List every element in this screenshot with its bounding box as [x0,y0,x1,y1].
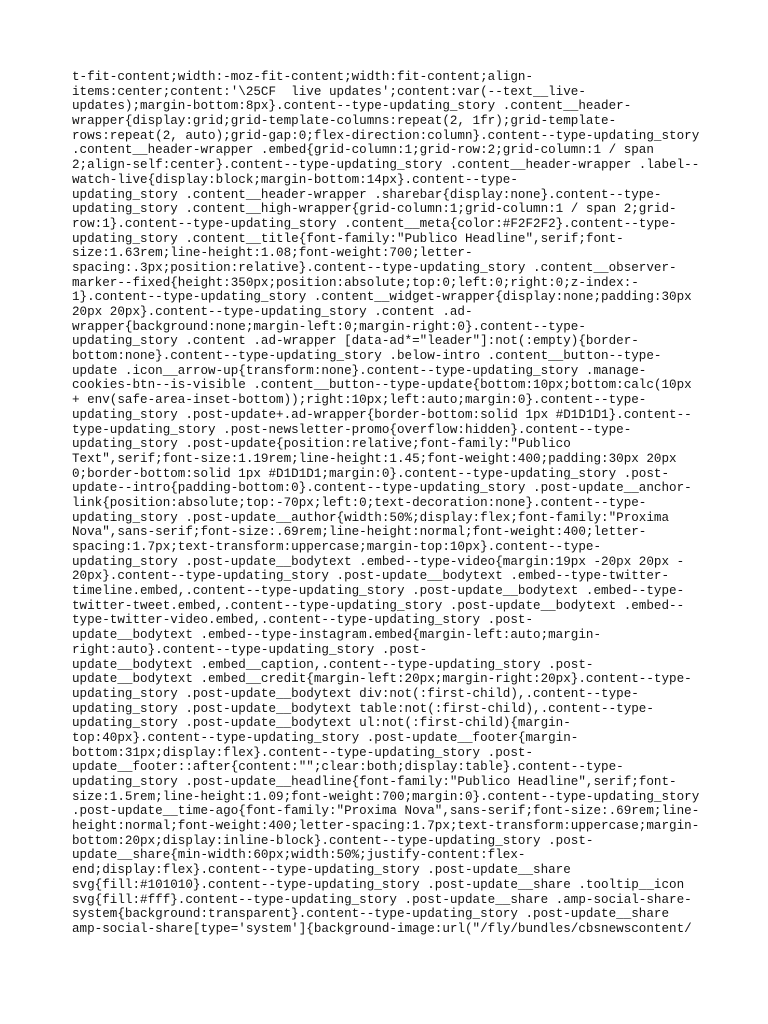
code-line: size:1.63rem;line-height:1.08;font-weight:700;letter- [72,246,473,261]
code-line: spacing:.3px;position:relative}.content--type-updating_story .content__observer- [72,260,677,275]
code-line: .post-update__time-ago{font-family:"Proxima Nova",sans-serif;font-size:.69rem;line- [72,804,700,819]
code-line: wrapper{display:grid;grid-template-columns:repeat(2, 1fr);grid-template- [72,114,617,129]
code-line: update__bodytext .embed__caption,.content--type-updating_story .post- [72,657,594,672]
code-line: svg{fill:#101010}.content--type-updating_story .post-update__share .tooltip__icon [72,877,685,892]
code-line: updating_story .post-update__bodytext div:not(:first-child),.content--type- [72,686,639,701]
code-line: updates);margin-bottom:8px}.content--type-updating_story .content__header- [72,99,632,114]
code-line: amp-social-share[type='system']{background-image:url("/fly/bundles/cbsnewscontent/ [72,921,692,936]
code-line: update .icon__arrow-up{transform:none}.content--type-updating_story .manage- [72,363,647,378]
code-line: row:1}.content--type-updating_story .content__meta{color:#F2F2F2}.content--type- [72,216,677,231]
code-line: updating_story .content__title{font-family:"Publico Headline",serif;font- [72,231,624,246]
code-line: type-updating_story .post-newsletter-promo{overflow:hidden}.content--type- [72,422,632,437]
code-line: link{position:absolute;top:-70px;left:0;text-decoration:none}.content--type- [72,495,647,510]
code-line: 0;border-bottom:solid 1px #D1D1D1;margin:0}.content--type-updating_story .post- [72,466,670,481]
code-line: bottom:31px;display:flex}.content--type-updating_story .post- [72,745,534,760]
code-line: updating_story .post-update__headline{font-family:"Publico Headline",serif;font- [72,775,677,789]
code-line: Nova",sans-serif;font-size:.69rem;line-height:normal;font-weight:400;letter- [72,525,647,540]
code-line: height:normal;font-weight:400;letter-spacing:1.7px;text-transform:uppercase;margin- [72,819,700,834]
code-line: bottom:none}.content--type-updating_story .below-intro .content__button--type- [72,349,662,364]
code-line: update--intro{padding-bottom:0}.content--type-updating_story .post-update__anchor- [72,481,692,496]
code-line: update__bodytext .embed__credit{margin-left:20px;margin-right:20px}.content--type- [72,672,692,687]
code-line: update__share{min-width:60px;width:50%;justify-content:flex- [72,848,526,863]
code-line: .content__header-wrapper .embed{grid-column:1;grid-row:2;grid-column:1 / span [72,143,654,158]
code-line: top:40px}.content--type-updating_story .post-update__footer{margin- [72,730,579,745]
code-line: updating_story .content__header-wrapper .sharebar{display:none}.content--type- [72,187,662,202]
code-line: type-twitter-video.embed,.content--type-updating_story .post- [72,613,534,628]
code-line: update__footer::after{content:"";clear:both;display:table}.content--type- [72,760,624,775]
code-line: 1}.content--type-updating_story .content__widget-wrapper{display:none;padding:30px [72,290,692,305]
code-line: updating_story .post-update{position:relative;font-family:"Publico [72,437,571,452]
code-line: t-fit-content;width:-moz-fit-content;width:fit-content;align- [72,70,534,84]
code-line: timeline.embed,.content--type-updating_story .post-update__bodytext .embed--type- [72,584,685,599]
code-line: right:auto}.content--type-updating_story .post- [72,642,428,657]
code-line: + env(safe-area-inset-bottom));right:10px;left:auto;margin:0}.content--type- [72,393,647,408]
code-line: updating_story .post-update+.ad-wrapper{border-bottom:solid 1px #D1D1D1}.content-- [72,407,692,422]
code-line: system{background:transparent}.content--type-updating_story .post-update__share [72,907,670,922]
code-line: marker--fixed{height:350px;position:absolute;top:0;left:0;right:0;z-index:- [72,275,639,290]
code-line: size:1.5rem;line-height:1.09;font-weight:700;margin:0}.content--type-updating_story [72,789,700,804]
code-line: updating_story .post-update__bodytext .embed--type-video{margin:19px -20px 20px - [72,554,685,569]
code-line: items:center;content:'\25CF live updates';content:var(--text__live- [72,84,586,99]
code-line: update__bodytext .embed--type-instagram.embed{margin-left:auto;margin- [72,628,602,643]
code-line: rows:repeat(2, auto);grid-gap:0;flex-direction:column}.content--type-updating_story [72,128,700,143]
code-line: updating_story .post-update__bodytext table:not(:first-child),.content--type- [72,701,654,716]
code-line: 20px}.content--type-updating_story .post-update__bodytext .embed--type-twitter- [72,569,670,584]
code-line: end;display:flex}.content--type-updating_story .post-update__share [72,863,571,878]
code-line: twitter-tweet.embed,.content--type-updating_story .post-update__bodytext .embed-- [72,598,685,613]
code-line: updating_story .post-update__author{width:50%;display:flex;font-family:"Proxima [72,510,670,525]
code-line: Text",serif;font-size:1.19rem;line-height:1.45;font-weight:400;padding:30px 20px [72,451,677,466]
code-line: 20px 20px}.content--type-updating_story .content .ad- [72,305,473,319]
code-line: updating_story .content__high-wrapper{grid-column:1;grid-column:1 / span 2;grid- [72,202,677,217]
code-line: updating_story .content .ad-wrapper [data-ad*="leader"]:not(:empty){border- [72,334,639,349]
code-line: bottom:20px;display:inline-block}.content--type-updating_story .post- [72,833,594,848]
css-source-text [72,70,702,937]
code-line: updating_story .post-update__bodytext ul:not(:first-child){margin- [72,716,571,731]
code-line: 2;align-self:center}.content--type-updating_story .content__header-wrapper .label-- [72,158,700,173]
code-line: cookies-btn--is-visible .content__button--type-update{bottom:10px;bottom:calc(10px [72,378,692,393]
code-line: watch-live{display:block;margin-bottom:14px}.content--type- [72,172,518,187]
code-line: spacing:1.7px;text-transform:uppercase;margin-top:10px}.content--type- [72,540,602,554]
code-line: wrapper{background:none;margin-left:0;margin-right:0}.content--type- [72,319,586,334]
code-line: svg{fill:#fff}.content--type-updating_story .post-update__share .amp-social-share- [72,892,692,907]
